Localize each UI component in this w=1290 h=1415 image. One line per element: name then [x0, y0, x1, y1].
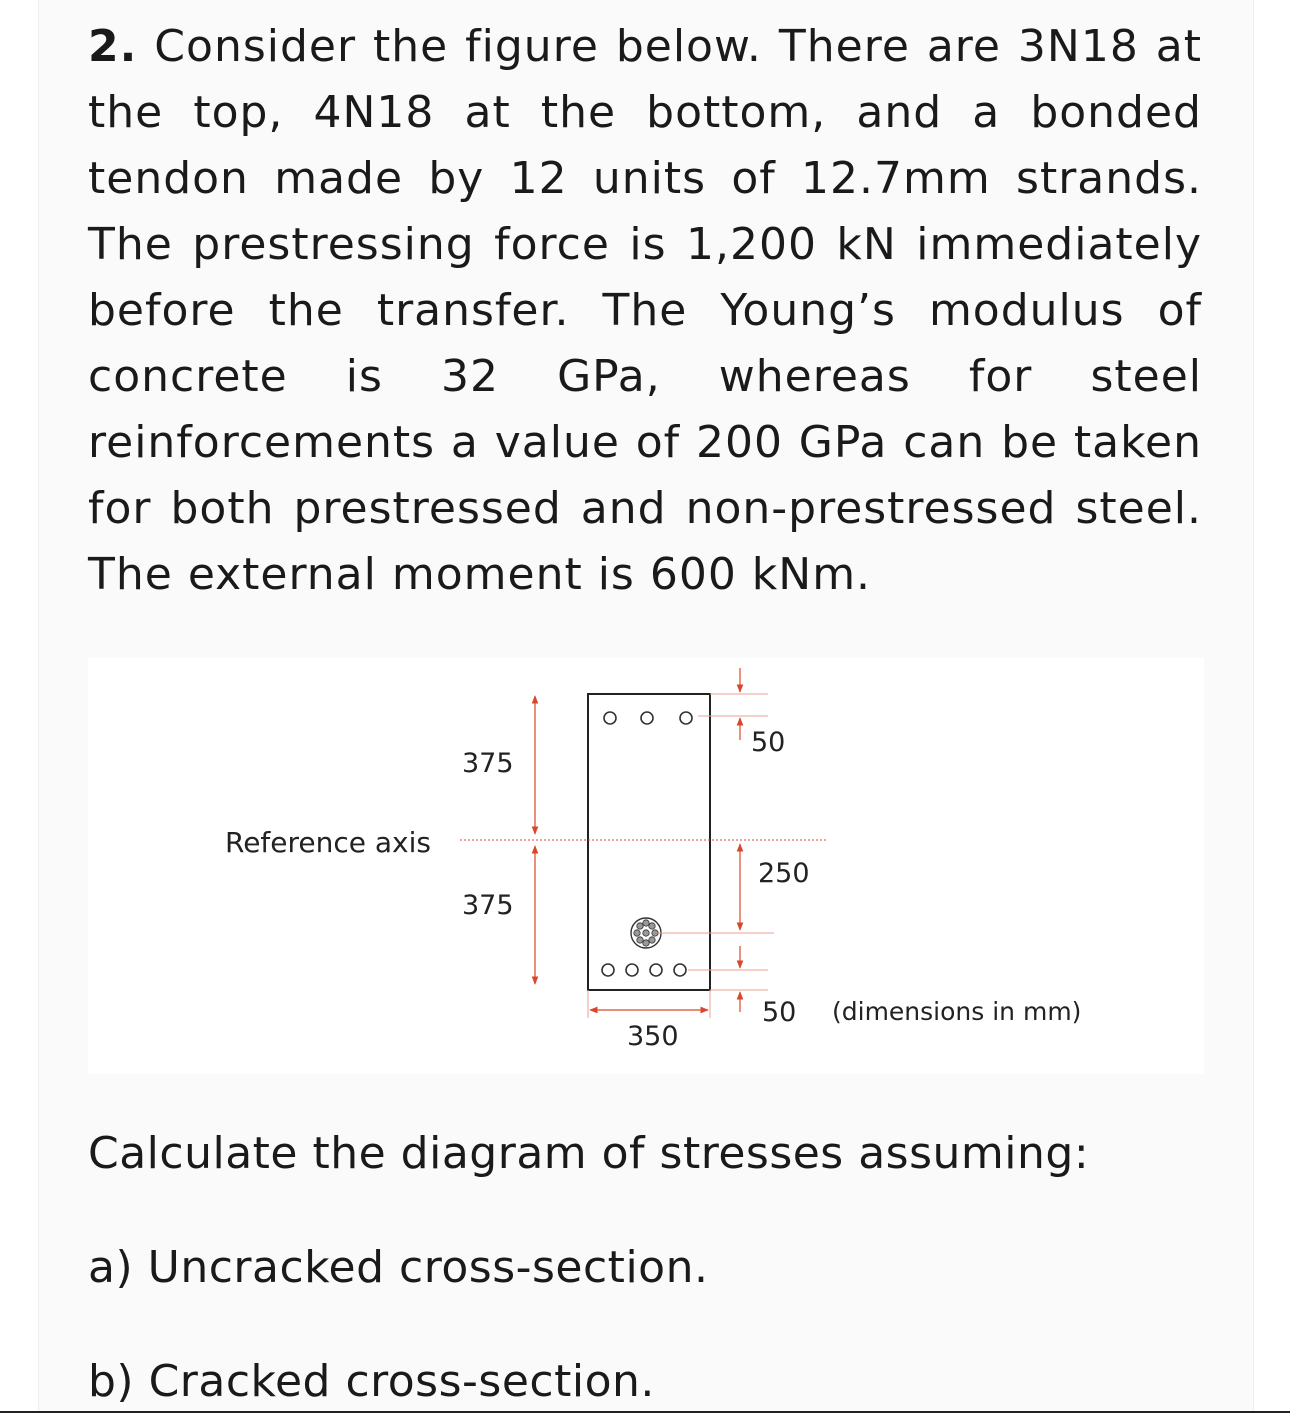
- question-number: 2.: [88, 21, 138, 72]
- dim-label-lower: 375: [462, 890, 514, 921]
- cross-section-diagram: [88, 658, 1204, 1074]
- dim-label-top-cover: 50: [751, 727, 786, 758]
- dim-label-tendon: 250: [758, 858, 810, 889]
- cross-section-figure: [88, 658, 1204, 1074]
- part-a: a) Uncracked cross-section.: [88, 1242, 709, 1293]
- reference-axis-label: Reference axis: [225, 826, 431, 859]
- question-body: Consider the figure below. There are 3N18 at the top, 4N18 at the bottom, and a bonded tendon made by 12 units of 12.7mm strands. The prestressing force is 1,200 kN immediately before the transfer. The Young’s modulus of concrete is 32 GPa, whereas for steel reinforcements a value of 200 GPa can be taken for both prestressed and non-prestressed steel. The external moment is 600 kNm.: [88, 21, 1202, 600]
- dim-label-bottom-cover: 50: [762, 997, 797, 1028]
- dim-label-upper: 375: [462, 748, 514, 779]
- dim-label-width: 350: [627, 1021, 679, 1052]
- question-text: [88, 14, 1202, 608]
- tendon: [631, 918, 661, 948]
- instruction-intro: Calculate the diagram of stresses assuming:: [88, 1128, 1090, 1179]
- part-b: b) Cracked cross-section.: [88, 1356, 655, 1407]
- bottom-divider: [0, 1411, 1290, 1413]
- units-note: (dimensions in mm): [832, 997, 1082, 1026]
